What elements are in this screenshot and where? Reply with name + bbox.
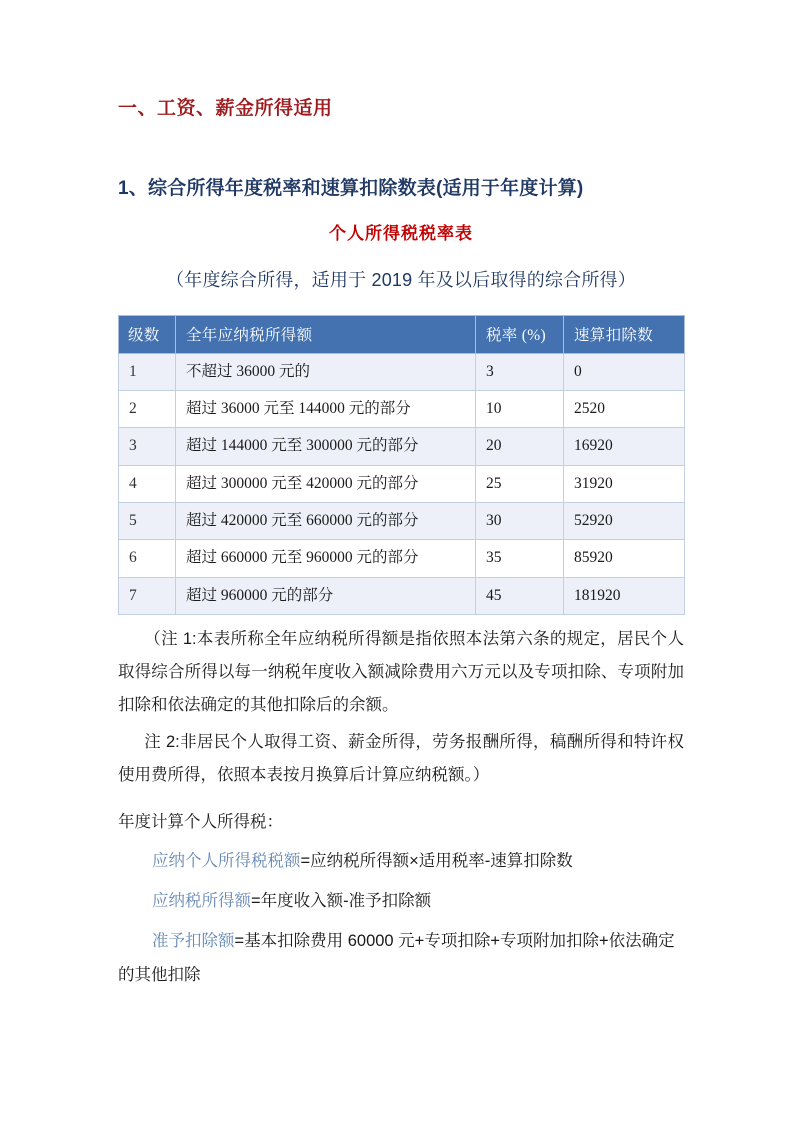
section-heading: 一、工资、薪金所得适用 (118, 98, 333, 119)
table-scope-note: （年度综合所得，适用于 2019 年及以后取得的综合所得） (166, 269, 636, 290)
cell-amount: 超过 300000 元至 420000 元的部分 (176, 465, 476, 502)
cell-amount: 不超过 36000 元的 (176, 353, 476, 390)
formula-term: 应纳个人所得税税额 (152, 852, 301, 871)
table-note-2 (118, 726, 684, 792)
cell-rate: 10 (476, 390, 564, 427)
cell-rate: 45 (476, 577, 564, 614)
cell-rate: 20 (476, 428, 564, 465)
formula-tax-payable (118, 845, 684, 879)
table-header (119, 315, 685, 353)
cell-rate: 30 (476, 503, 564, 540)
cell-deduction: 31920 (564, 465, 685, 502)
formula-term: 准予扣除额 (152, 931, 235, 950)
table-row (119, 428, 685, 465)
cell-amount: 超过 960000 元的部分 (176, 577, 476, 614)
column-header-amount: 全年应纳税所得额 (176, 315, 476, 353)
table-note-1 (118, 623, 684, 722)
cell-deduction: 2520 (564, 390, 685, 427)
formula-taxable-income (118, 885, 684, 919)
table-row (119, 465, 685, 502)
cell-level: 1 (119, 353, 176, 390)
cell-level: 5 (119, 503, 176, 540)
table-body (119, 353, 685, 615)
table-title: 个人所得税税率表 (329, 223, 473, 243)
cell-amount: 超过 36000 元至 144000 元的部分 (176, 390, 476, 427)
cell-deduction: 181920 (564, 577, 685, 614)
cell-rate: 25 (476, 465, 564, 502)
table-note-2-text: 注 2:非居民个人取得工资、薪金所得，劳务报酬所得，稿酬所得和特许权使用费所得，依照本表按月换算后计算应纳税额。） (118, 733, 684, 785)
cell-deduction: 52920 (564, 503, 685, 540)
column-header-deduction: 速算扣除数 (564, 315, 685, 353)
formula-expression: =年度收入额-准予扣除额 (251, 892, 432, 911)
cell-amount: 超过 660000 元至 960000 元的部分 (176, 540, 476, 577)
cell-rate: 35 (476, 540, 564, 577)
cell-level: 2 (119, 390, 176, 427)
cell-rate: 3 (476, 353, 564, 390)
cell-level: 6 (119, 540, 176, 577)
cell-deduction: 0 (564, 353, 685, 390)
cell-amount: 超过 144000 元至 300000 元的部分 (176, 428, 476, 465)
calculation-lead: 年度计算个人所得税： (118, 813, 283, 832)
column-header-rate: 税率 (%) (476, 315, 564, 353)
cell-deduction: 16920 (564, 428, 685, 465)
column-header-level: 级数 (119, 315, 176, 353)
cell-level: 3 (119, 428, 176, 465)
formula-allowed-deduction (118, 925, 684, 993)
table-header-row (119, 315, 685, 353)
sub-heading: 1、综合所得年度税率和速算扣除数表(适用于年度计算) (118, 177, 584, 199)
table-row (119, 503, 685, 540)
cell-level: 4 (119, 465, 176, 502)
document-content (118, 98, 684, 992)
formula-expression: =基本扣除费用 60000 元+专项扣除+专项附加扣除+依法确定的其他扣除 (118, 931, 675, 984)
cell-deduction: 85920 (564, 540, 685, 577)
table-note-1-text: （注 1:本表所称全年应纳税所得额是指依照本法第六条的规定，居民个人取得综合所得以每一纳税年度收入额减除费用六万元以及专项扣除、专项附加扣除和依法确定的其他扣除后的余额。 (118, 630, 684, 715)
tax-rate-table (118, 315, 685, 616)
formula-term: 应纳税所得额 (152, 892, 251, 911)
cell-level: 7 (119, 577, 176, 614)
cell-amount: 超过 420000 元至 660000 元的部分 (176, 503, 476, 540)
table-row (119, 577, 685, 614)
table-row (119, 390, 685, 427)
formula-expression: =应纳税所得额×适用税率-速算扣除数 (300, 852, 573, 871)
table-row (119, 540, 685, 577)
table-row (119, 353, 685, 390)
